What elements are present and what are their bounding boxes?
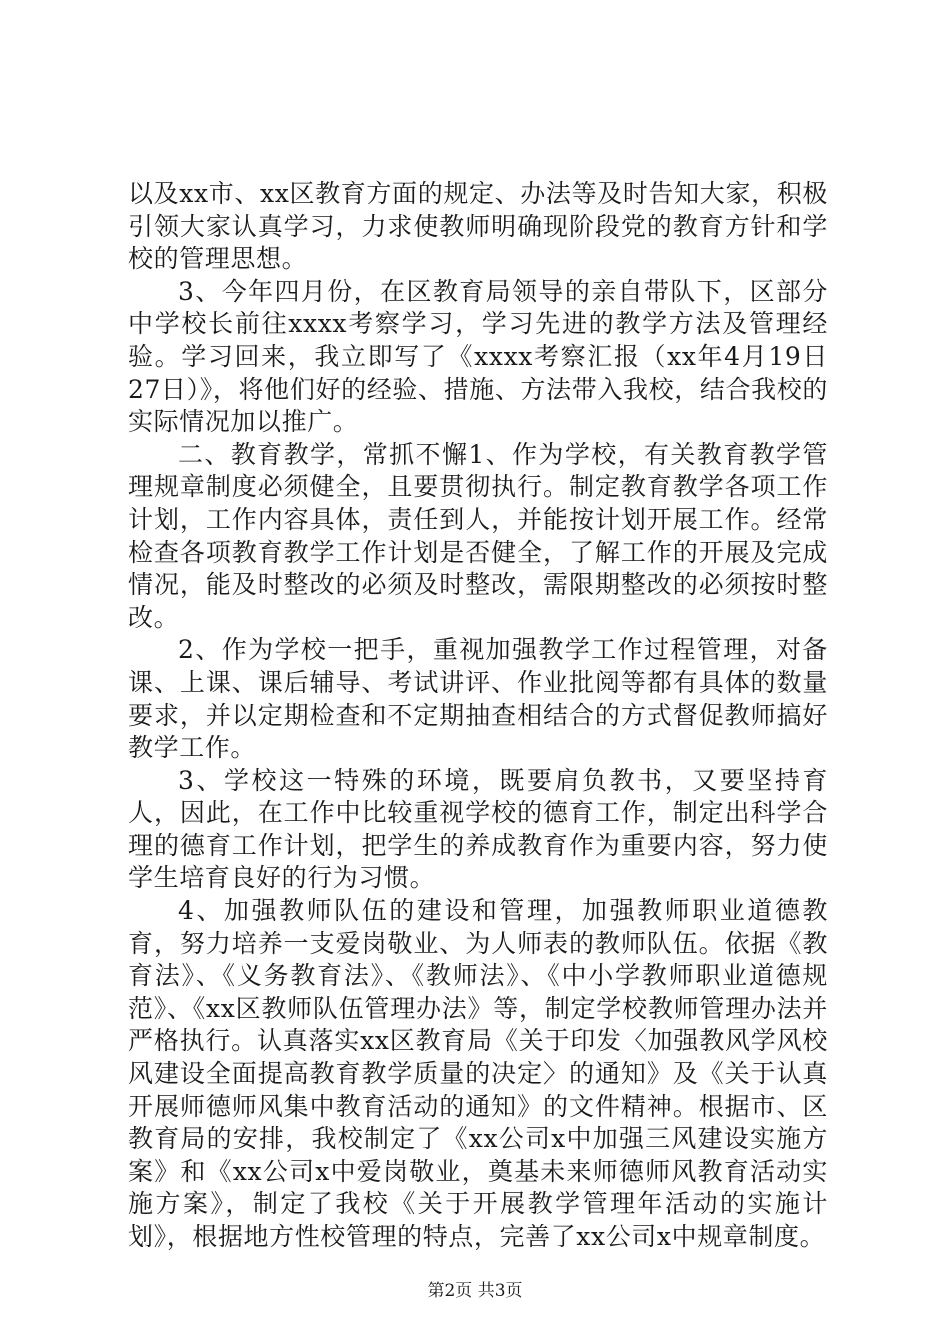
- paragraph-item-4-teacher-team: 4、加强教师队伍的建设和管理，加强教师职业道德教育，努力培养一支爱岗敬业、为人师表的教师队伍。依据《教育法》、《义务教育法》、《教师法》、《中小学教师职业道德规范》、《xx区教师队伍管理办法》等，制定学校教师管理办法并严格执行。认真落实xx区教育局《关于印发〈加强教风学风校风建设全面提高教育教学质量的决定〉的通知》及《关于认真开展师德师风集中教育活动的通知》的文件精神。根据市、区教育局的安排，我校制定了《xx公司x中加强三风建设实施方案》和《xx公司x中爱岗敬业，奠基未来师德师风教育活动实施方案》，制定了我校《关于开展教学管理年活动的实施计划》，根据地方性校管理的特点，完善了xx公司x中规章制度。: [128, 896, 828, 1251]
- paragraph-item-3-study-trip: 3、今年四月份，在区教育局领导的亲自带队下，区部分中学校长前往xxxx考察学习，学习先进的教学方法及管理经验。学习回来，我立即写了《xxxx考察汇报（xx年4月19日27日）》，将他们好的经验、措施、方法带入我校，结合我校的实际情况加以推广。: [128, 276, 828, 437]
- document-body: [128, 178, 828, 1254]
- paragraph-item-3-moral-education: 3、学校这一特殊的环境，既要肩负教书，又要坚持育人，因此，在工作中比较重视学校的德育工作，制定出科学合理的德育工作计划，把学生的养成教育作为重要内容，努力使学生培育良好的行为习惯。: [128, 765, 828, 893]
- page-footer: 第2页 共3页: [427, 1281, 523, 1301]
- paragraph-section-two: 二、教育教学，常抓不懈1、作为学校，有关教育教学管理规章制度必须健全，且要贯彻执行。制定教育教学各项工作计划，工作内容具体，责任到人，并能按计划开展工作。经常检查各项教育教学工作计划是否健全，了解工作的开展及完成情况，能及时整改的必须及时整改，需限期整改的必须按时整改。: [128, 439, 828, 632]
- paragraph-item-2-teaching-management: 2、作为学校一把手，重视加强教学工作过程管理，对备课、上课、课后辅导、考试讲评、作业批阅等都有具体的数量要求，并以定期检查和不定期抽查相结合的方式督促教师搞好教学工作。: [128, 635, 828, 763]
- paragraph-continuation: 以及xx市、xx区教育方面的规定、办法等及时告知大家，积极引领大家认真学习，力求使教师明确现阶段党的教育方针和学校的管理思想。: [128, 179, 828, 274]
